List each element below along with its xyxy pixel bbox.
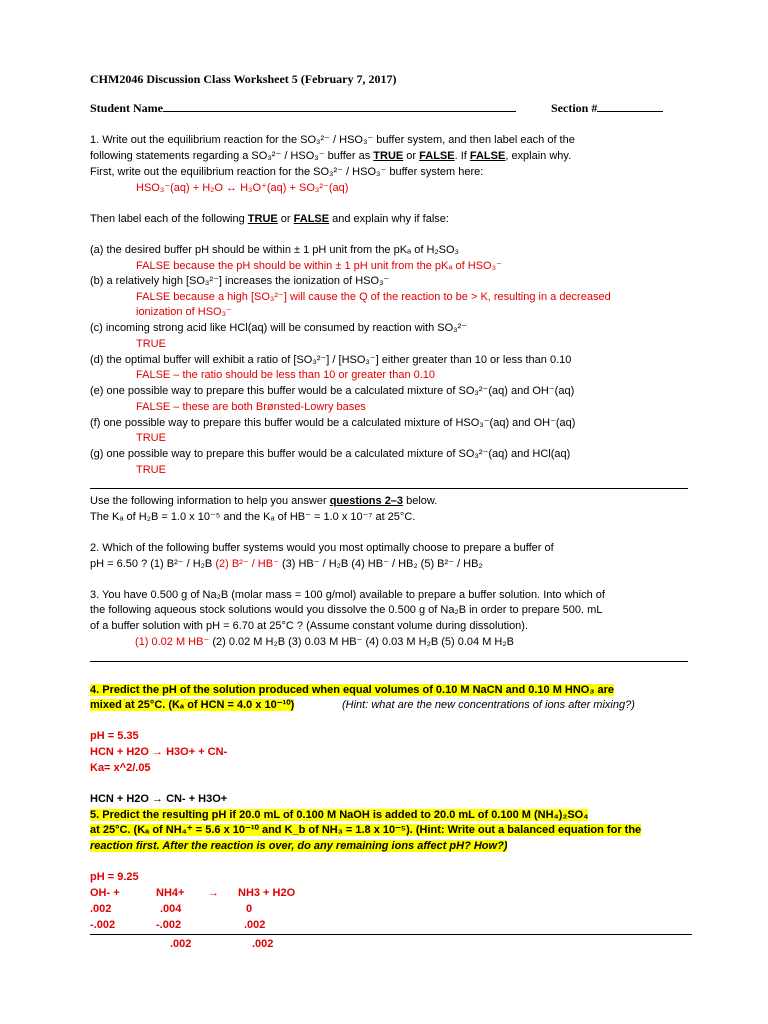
q4-hint: (Hint: what are the new concentrations of ions after mixing?) [342, 699, 635, 711]
ice-cell: NH4+ [156, 887, 185, 899]
q1-intro-line1: 1. Write out the equilibrium reaction for the SO₃²⁻ / HSO₃⁻ buffer system, and then label each of the [90, 134, 575, 146]
q1-intro-line3: First, write out the equilibrium reaction for the SO₃²⁻ / HSO₃⁻ buffer system here: [90, 166, 484, 178]
ice-cell: -.002 [156, 919, 182, 931]
q1-answer-g: TRUE [136, 464, 166, 476]
true-keyword: TRUE [373, 150, 404, 162]
ice-cell: -.002 [90, 919, 116, 931]
q3-line2: the following aqueous stock solutions would you dissolve the 0.500 g of Na₂B in order to prepare 500. mL [90, 604, 603, 616]
q1-answer-c: TRUE [136, 338, 166, 350]
questions-reference: questions 2–3 [329, 495, 404, 507]
worksheet-title: CHM2046 Discussion Class Worksheet 5 (February 7, 2017) [90, 72, 397, 86]
false-keyword: FALSE [469, 150, 506, 162]
section-field[interactable] [551, 101, 663, 115]
q2-line1: 2. Which of the following buffer systems would you most optimally choose to prepare a buffer of [90, 542, 554, 554]
false-keyword: FALSE [293, 213, 330, 225]
q1-statement-b: (b) a relatively high [SO₃²⁻] increases the ionization of HSO₃⁻ [90, 275, 390, 287]
student-name-field[interactable] [90, 101, 516, 115]
q3-line1: 3. You have 0.500 g of Na₂B (molar mass = 100 g/mol) available to prepare a buffer solution. Into which of [90, 589, 605, 601]
q1-intro-line2: following statements regarding a SO₃²⁻ / HSO₃⁻ buffer as TRUE or FALSE. If FALSE, explain why. [90, 150, 572, 162]
section-label: Section # [551, 101, 598, 115]
q3-correct-option: (1) 0.02 M HB⁻ [135, 636, 210, 648]
ice-cell: .002 [90, 903, 112, 915]
ice-cell: .002 [244, 919, 266, 931]
q1-answer-d: FALSE – the ratio should be less than 10 or greater than 0.10 [136, 369, 436, 381]
q1-statement-a: (a) the desired buffer pH should be within ± 1 pH unit from the pKₐ of H₂SO₃ [90, 244, 460, 256]
q1-statement-c: (c) incoming strong acid like HCl(aq) will be consumed by reaction with SO₃²⁻ [90, 322, 468, 334]
q4-work-reaction2: HCN + H2O → CN- + H3O+ [90, 793, 228, 805]
student-name-label: Student Name [90, 101, 164, 115]
ice-cell: → [208, 887, 219, 899]
ice-cell: .002 [252, 938, 274, 950]
ice-cell: OH- + [90, 887, 120, 899]
q1-label-instructions: Then label each of the following TRUE or FALSE and explain why if false: [90, 213, 449, 225]
q1-statement-d: (d) the optimal buffer will exhibit a ratio of [SO₃²⁻] / [HSO₃⁻] either greater than 10 or less than 0.10 [90, 354, 572, 366]
q5-line3: reaction first. After the reaction is over, do any remaining ions affect pH? How?) [90, 840, 508, 852]
q1-answer-b-cont: ionization of HSO₃⁻ [136, 306, 232, 318]
section-divider [90, 488, 688, 489]
q1-answer-f: TRUE [136, 432, 166, 444]
ice-cell: .004 [160, 903, 182, 915]
q4-line2: mixed at 25°C. (Kₐ of HCN = 4.0 x 10⁻¹⁰) [90, 699, 295, 711]
info-line1: Use the following information to help you answer questions 2–3 below. [90, 495, 438, 507]
q4-work-reaction: HCN + H2O → H3O+ + CN- [90, 746, 228, 758]
q4-work-ph: pH = 5.35 [90, 730, 139, 742]
q1-answer-a: FALSE because the pH should be within ± 1 pH unit from the pKₐ of HSO₃⁻ [136, 260, 502, 272]
q4-work-ka: Ka= x^2/.05 [90, 762, 151, 774]
ice-table-rule [90, 934, 692, 935]
false-keyword: FALSE [419, 150, 455, 162]
true-keyword: TRUE [247, 213, 278, 225]
q2-correct-option: (2) B²⁻ / HB⁻ [215, 558, 279, 570]
q5-work-ph: pH = 9.25 [90, 871, 139, 883]
section-blank[interactable] [597, 101, 663, 112]
q5-line1: 5. Predict the resulting pH if 20.0 mL of 0.100 M NaOH is added to 20.0 mL of 0.100 M (NH₄)₂SO₄ [90, 809, 589, 821]
section-divider [90, 661, 688, 662]
q1-statement-g: (g) one possible way to prepare this buffer would be a calculated mixture of SO₃²⁻(aq) and HCl(aq) [90, 448, 571, 460]
q2-options: pH = 6.50 ? (1) B²⁻ / H₂B (2) B²⁻ / HB⁻ (3) HB⁻ / H₂B (4) HB⁻ / HB₂ (5) B²⁻ / HB₂ [90, 558, 483, 570]
ice-cell: NH3 + H2O [238, 887, 296, 899]
ice-cell: .002 [170, 938, 192, 950]
q3-options: (1) 0.02 M HB⁻ (2) 0.02 M H₂B (3) 0.03 M HB⁻ (4) 0.03 M H₂B (5) 0.04 M H₂B [135, 636, 514, 648]
q1-answer-e: FALSE – these are both Brønsted-Lowry bases [136, 401, 366, 413]
info-line2: The Kₐ of H₂B = 1.0 x 10⁻⁵ and the Kₐ of HB⁻ = 1.0 x 10⁻⁷ at 25°C. [90, 511, 416, 523]
q4-line1: 4. Predict the pH of the solution produced when equal volumes of 0.10 M NaCN and 0.10 M HNO₃ are [90, 684, 615, 696]
q1-answer-b: FALSE because a high [SO₃²⁻] will cause the Q of the reaction to be > K, resulting in a decreased [136, 291, 611, 303]
student-name-blank[interactable] [163, 101, 516, 112]
q3-line3: of a buffer solution with pH = 6.70 at 25°C ? (Assume constant volume during dissolution). [90, 620, 529, 632]
q5-line2: at 25°C. (Kₐ of NH₄⁺ = 5.6 x 10⁻¹⁰ and K_b of NH₃ = 1.8 x 10⁻⁵). (Hint: Write out a balanced equation for the [90, 824, 642, 836]
ice-cell: 0 [246, 903, 253, 915]
q1-statement-f: (f) one possible way to prepare this buffer would be a calculated mixture of HSO₃⁻(aq) and OH⁻(aq) [90, 417, 576, 429]
q1-reaction-answer: HSO₃⁻(aq) + H₂O ↔ H₃O⁺(aq) + SO₃²⁻(aq) [136, 182, 349, 194]
q1-statement-e: (e) one possible way to prepare this buffer would be a calculated mixture of SO₃²⁻(aq) and OH⁻(aq) [90, 385, 575, 397]
